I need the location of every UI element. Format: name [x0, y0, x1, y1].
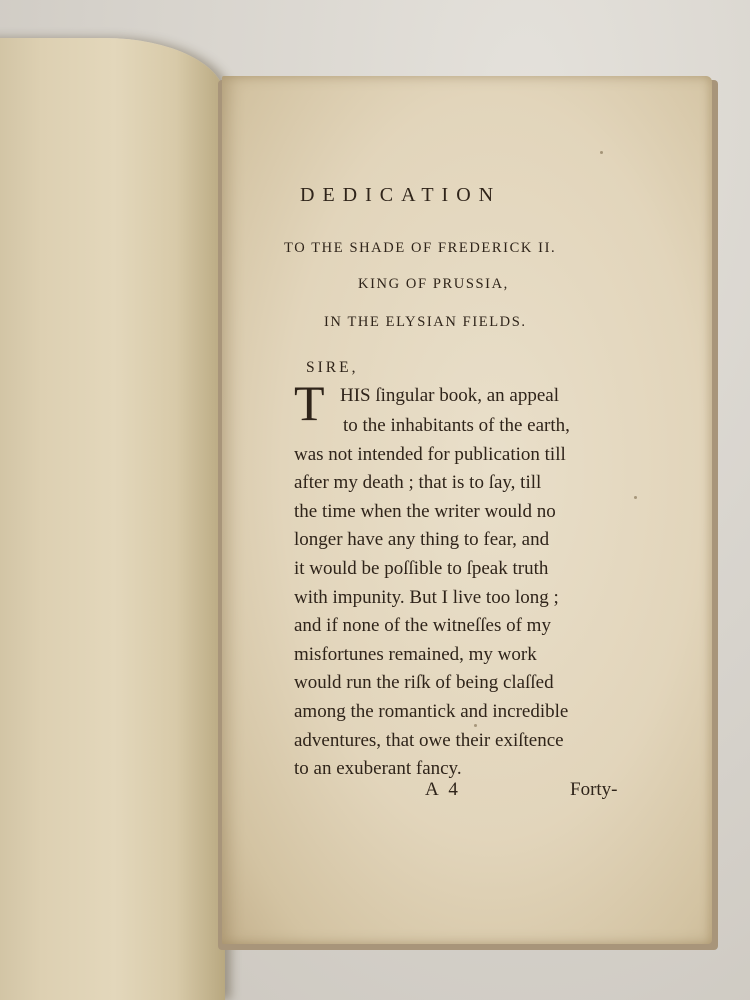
addressee-line-3: IN THE ELYSIAN FIELDS.	[324, 314, 527, 330]
addressee-line-1: TO THE SHADE OF FREDERICK II.	[284, 240, 557, 256]
body-text	[294, 412, 634, 784]
body-first-line: HIS ſingular book, an appeal	[340, 385, 559, 406]
right-page	[222, 76, 712, 944]
left-page-curled	[0, 38, 225, 1000]
body-line: misfortunes remained, my work	[294, 643, 537, 665]
body-line: to an exuberant fancy.	[294, 758, 462, 780]
signature-mark: A 4	[425, 779, 461, 800]
body-line: among the romantick and incredible	[294, 700, 569, 722]
body-line: with impunity. But I live too long ;	[294, 586, 559, 608]
body-line: after my death ; that is to ſay, till	[294, 472, 542, 494]
body-line: was not intended for publication till	[294, 443, 566, 465]
body-line: to the inhabitants of the earth,	[343, 415, 570, 436]
body-line: and if none of the witneſſes of my	[294, 615, 551, 637]
paper-speck	[600, 151, 603, 154]
body-line: adventures, that owe their exiſtence	[294, 729, 564, 751]
paper-speck	[474, 724, 477, 727]
page-content	[222, 76, 712, 944]
body-line: it would be poſſible to ſpeak truth	[294, 557, 549, 579]
body-line: longer have any thing to fear, and	[294, 529, 550, 551]
salutation: SIRE,	[306, 359, 359, 376]
drop-cap: T	[294, 375, 325, 431]
dedication-title: DEDICATION	[300, 184, 502, 206]
catchword: Forty-	[570, 779, 618, 800]
addressee-line-2: KING OF PRUSSIA,	[358, 276, 509, 292]
paper-speck	[634, 496, 637, 499]
body-line: would run the riſk of being claſſed	[294, 672, 554, 694]
body-line: the time when the writer would no	[294, 500, 556, 522]
